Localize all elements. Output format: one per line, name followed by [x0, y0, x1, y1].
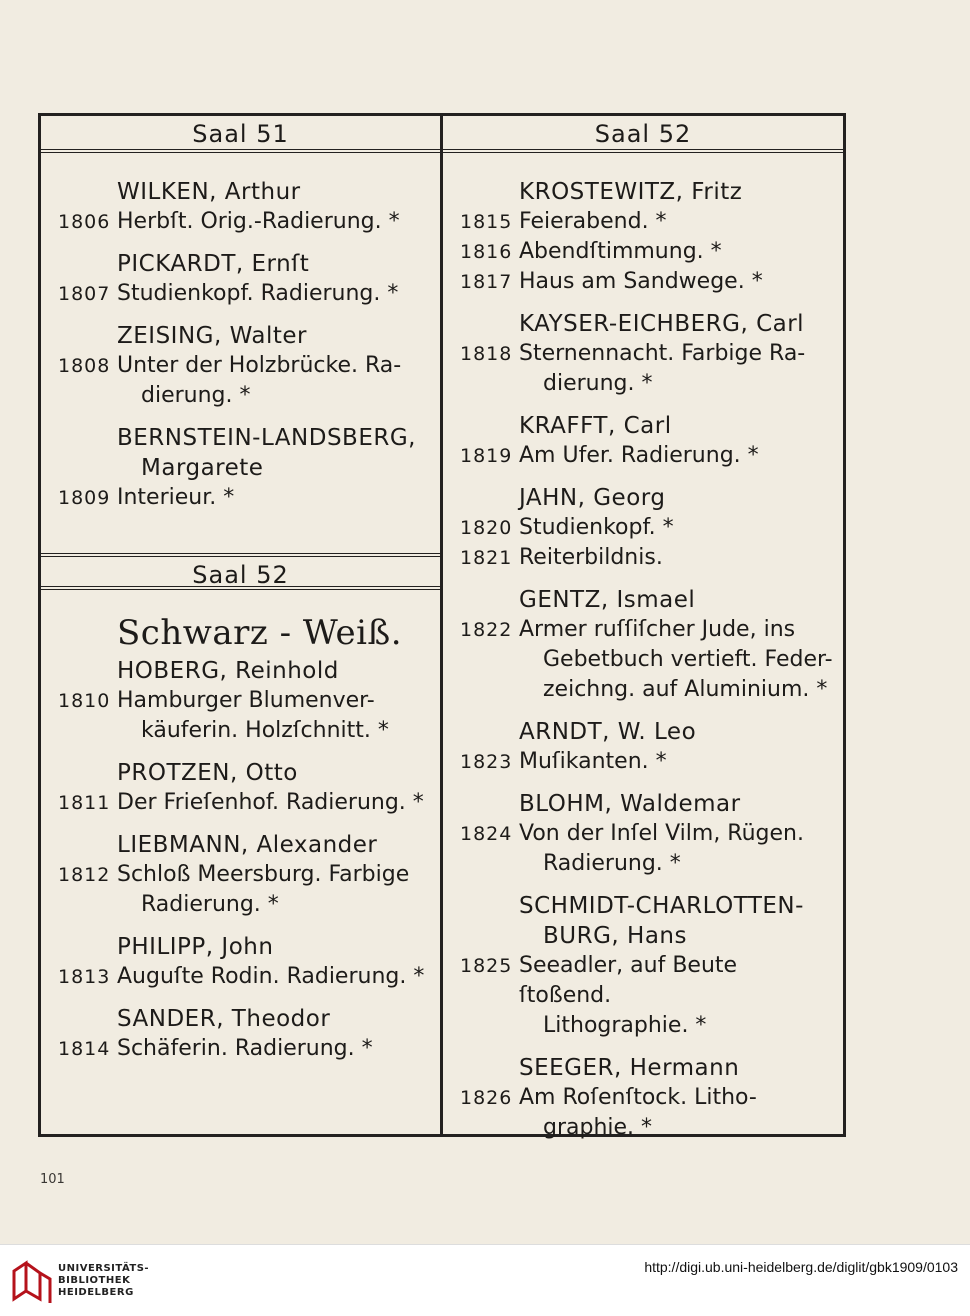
catalog-entry [41, 351, 440, 381]
work-title: Studienkopf. Radierung. * [117, 281, 399, 306]
catalog-number: 1817 [460, 271, 513, 293]
catalog-entry [41, 279, 440, 309]
entry-gap [443, 471, 843, 483]
catalog-entry [443, 615, 843, 645]
catalog-entry [41, 860, 440, 890]
catalog-entry [443, 543, 843, 573]
saal-header-51: Saal 51 [41, 116, 440, 153]
catalog-number: 1816 [460, 241, 513, 263]
catalog-number: 1810 [58, 690, 111, 712]
work-title: Feierabend. * [519, 209, 667, 234]
artist-name: SCHMIDT-CHARLOTTEN- [519, 893, 804, 919]
catalog-entry [443, 267, 843, 297]
catalog-entry [443, 441, 843, 471]
artist-name: PHILIPP, John [117, 934, 274, 960]
catalog-entry [443, 747, 843, 777]
catalog-number: 1813 [58, 966, 111, 988]
entry-gap [41, 237, 440, 249]
work-title: Interieur. * [117, 485, 235, 510]
catalog-entry [41, 1034, 440, 1064]
entry-gap [443, 1041, 843, 1053]
work-title: Der Frieſenhof. Radierung. * [117, 790, 424, 815]
work-title: Studienkopf. * [519, 515, 674, 540]
work-title-cont: Radierung. * [141, 892, 279, 917]
entry-gap [443, 705, 843, 717]
artist-name: ARNDT, W. Leo [519, 719, 697, 745]
work-title: Am Ufer. Radierung. * [519, 443, 759, 468]
catalog-number: 1819 [460, 445, 513, 467]
artist-name: KAYSER-EICHBERG, Carl [519, 311, 805, 337]
work-title: Schloß Meersburg. Farbige [117, 862, 410, 887]
work-title-cont: zeichng. auf Aluminium. * [543, 677, 828, 702]
artist-name: ZEISING, Walter [117, 323, 307, 349]
work-title: Herbſt. Orig.-Radierung. * [117, 209, 400, 234]
catalog-entry [443, 1083, 843, 1113]
catalog-entry [41, 686, 440, 716]
artist-name: PROTZEN, Otto [117, 760, 298, 786]
catalog-number: 1821 [460, 547, 513, 569]
catalog-entry [41, 207, 440, 237]
catalog-number: 1824 [460, 823, 513, 845]
catalog-entry [443, 207, 843, 237]
entries-saal-52 [443, 153, 843, 1143]
library-name-line: BIBLIOTHEK [58, 1275, 131, 1286]
work-title: Von der Inſel Vilm, Rügen. [519, 821, 804, 846]
work-title-cont: Lithographie. * [543, 1013, 707, 1038]
artist-name: LIEBMANN, Alexander [117, 832, 378, 858]
work-title: Am Roſenſtock. Litho- [519, 1085, 757, 1110]
catalog-entry [443, 339, 843, 369]
footer-bar [0, 1244, 970, 1316]
catalog-entry [41, 962, 440, 992]
work-title-cont: dierung. * [543, 371, 653, 396]
entry-gap [41, 309, 440, 321]
catalog-entry [443, 237, 843, 267]
work-title: Reiterbildnis. [519, 545, 663, 570]
work-title: Seeadler, auf Beute ſtoßend. [519, 953, 738, 1008]
work-title: Haus am Sandwege. * [519, 269, 763, 294]
artist-name: SANDER, Theodor [117, 1006, 331, 1032]
catalog-entry [443, 513, 843, 543]
saal-header-52-left: Saal 52 [41, 553, 440, 590]
work-title: Abendſtimmung. * [519, 239, 722, 264]
catalog-number: 1820 [460, 517, 513, 539]
saal-header-52-right: Saal 52 [443, 116, 843, 153]
work-title: Armer ruſſiſcher Jude, ins [519, 617, 796, 642]
entry-gap [443, 297, 843, 309]
page-number: 101 [40, 1172, 65, 1187]
library-name-line: UNIVERSITÄTS- [58, 1263, 150, 1274]
artist-name-cont: BURG, Hans [543, 923, 687, 949]
artist-name: GENTZ, Ismael [519, 587, 696, 613]
section-heading: Schwarz - Weiß. [117, 613, 403, 653]
work-title-cont: graphie. * [543, 1115, 653, 1140]
entries-schwarz-weiss [41, 656, 440, 1064]
catalog-number: 1808 [58, 355, 111, 377]
entry-gap [41, 411, 440, 423]
catalog-number: 1822 [460, 619, 513, 641]
left-column [41, 116, 440, 1134]
catalog-number: 1809 [58, 487, 111, 509]
entry-gap [41, 920, 440, 932]
entry-gap [443, 879, 843, 891]
work-title: Unter der Holzbrücke. Ra- [117, 353, 402, 378]
artist-name: JAHN, Georg [519, 485, 666, 511]
artist-name: WILKEN, Arthur [117, 179, 301, 205]
entry-gap [443, 399, 843, 411]
entry-gap [41, 818, 440, 830]
entry-gap [41, 992, 440, 1004]
catalog-frame [38, 113, 846, 1140]
work-title: Sternennacht. Farbige Ra- [519, 341, 806, 366]
catalog-number: 1806 [58, 211, 111, 233]
work-title: Hamburger Blumenver- [117, 688, 375, 713]
library-name-line: HEIDELBERG [58, 1287, 134, 1298]
catalog-number: 1811 [58, 792, 111, 814]
source-url[interactable]: http://digi.ub.uni-heidelberg.de/diglit/gbk1909/0103 [644, 1259, 958, 1275]
catalog-entry [41, 788, 440, 818]
entry-gap [41, 746, 440, 758]
catalog-number: 1818 [460, 343, 513, 365]
work-title: Auguſte Rodin. Radierung. * [117, 964, 425, 989]
artist-name: HOBERG, Reinhold [117, 658, 339, 684]
work-title-cont: dierung. * [141, 383, 251, 408]
catalog-entry [443, 951, 843, 1011]
catalog-number: 1826 [460, 1087, 513, 1109]
catalog-number: 1814 [58, 1038, 111, 1060]
work-title: Schäferin. Radierung. * [117, 1036, 373, 1061]
entry-gap [443, 777, 843, 789]
entries-saal-51 [41, 153, 440, 513]
catalog-entry [41, 483, 440, 513]
artist-name: KRAFFT, Carl [519, 413, 672, 439]
catalog-entry [443, 819, 843, 849]
artist-name-cont: Margarete [141, 455, 264, 481]
work-title-cont: Radierung. * [543, 851, 681, 876]
work-title-cont: Gebetbuch vertieft. Feder- [543, 647, 833, 672]
artist-name: BERNSTEIN-LANDSBERG, [117, 425, 416, 451]
artist-name: BLOHM, Waldemar [519, 791, 741, 817]
right-column [443, 116, 843, 1140]
catalog-number: 1815 [460, 211, 513, 233]
work-title-cont: käuferin. Holzſchnitt. * [141, 718, 389, 743]
artist-name: SEEGER, Hermann [519, 1055, 740, 1081]
catalog-number: 1823 [460, 751, 513, 773]
catalog-number: 1812 [58, 864, 111, 886]
artist-name: KROSTEWITZ, Fritz [519, 179, 743, 205]
work-title: Muſikanten. * [519, 749, 667, 774]
catalog-number: 1825 [460, 955, 513, 977]
entry-gap [443, 573, 843, 585]
library-name [58, 1263, 149, 1299]
artist-name: PICKARDT, Ernſt [117, 251, 310, 277]
library-logo-icon [10, 1259, 54, 1305]
catalog-number: 1807 [58, 283, 111, 305]
